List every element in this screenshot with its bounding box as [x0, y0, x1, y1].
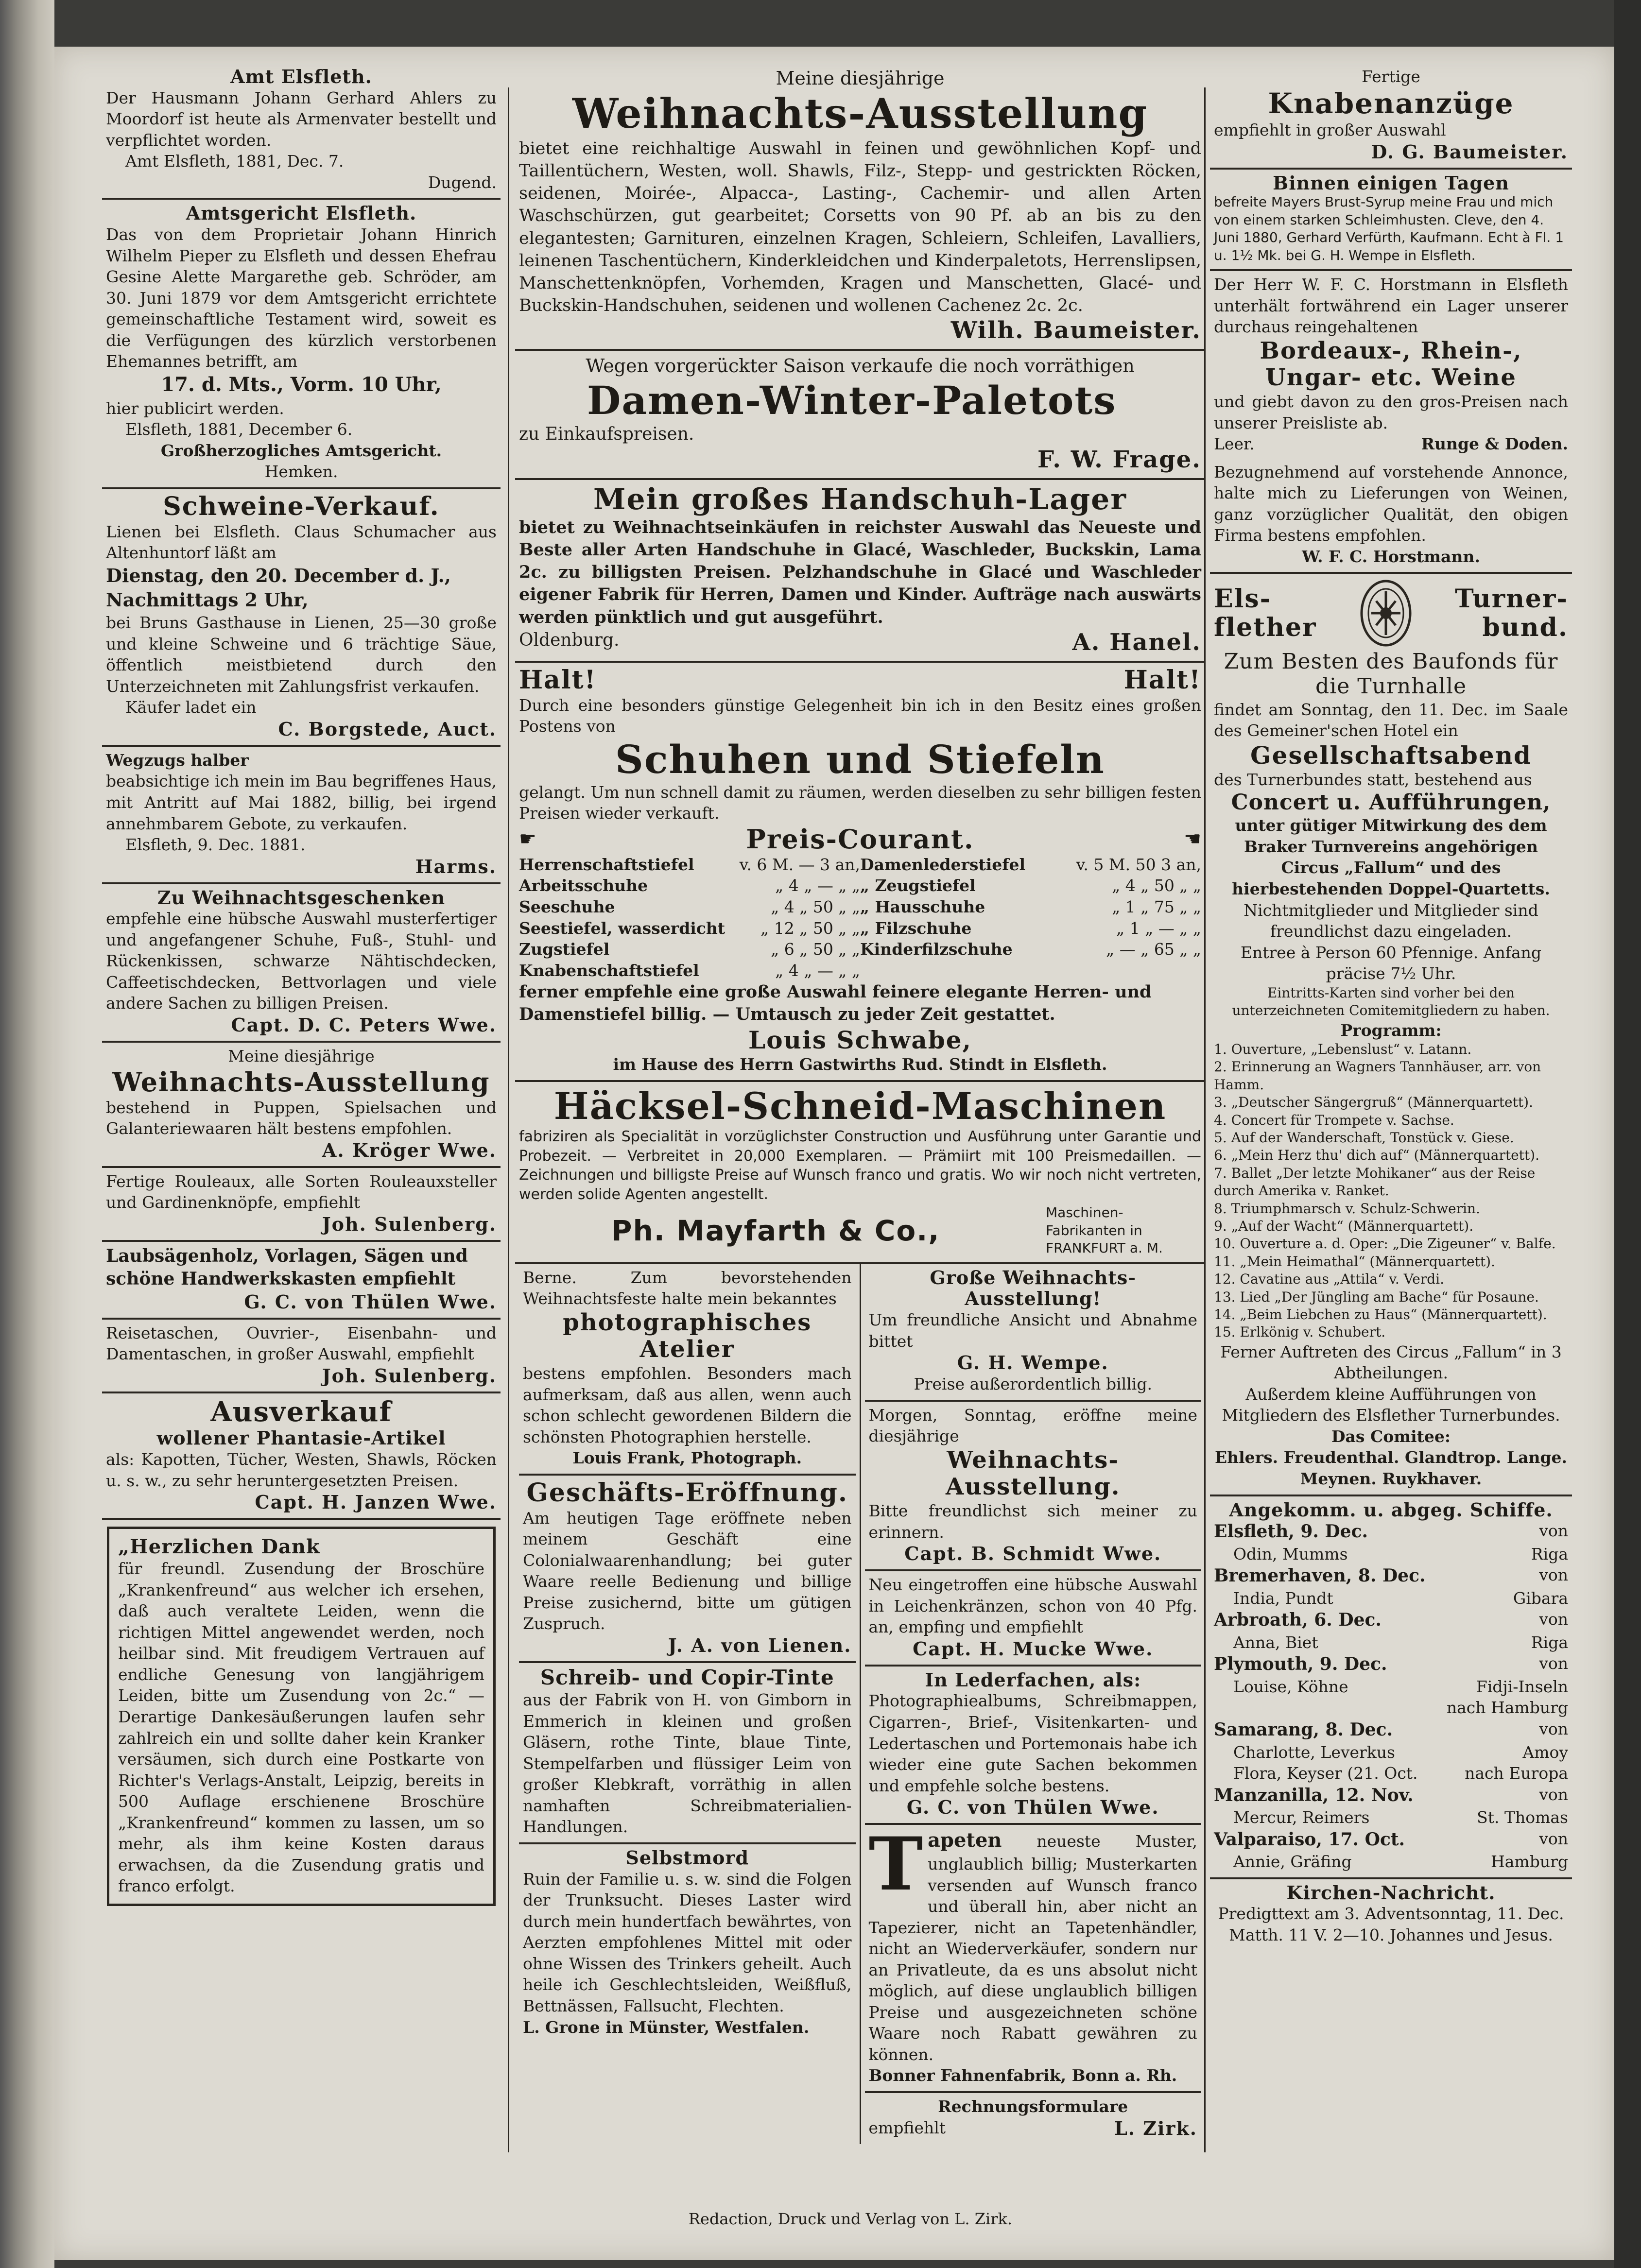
ship-row: [1214, 1632, 1568, 1653]
ship-row: [1214, 1807, 1568, 1828]
ad-date-bold: Dienstag, den 20. December d. J., Nachmittags 2 Uhr,: [106, 564, 451, 611]
ad-text: Ferner Auftreten des Circus „Fallum“ in 3 Abtheilungen.: [1220, 1342, 1562, 1383]
program-heading: Programm:: [1340, 1020, 1442, 1040]
ad-text: Bitte freundlichst sich meiner zu erinnern.: [868, 1501, 1197, 1542]
ad-laubsaegen: [102, 1242, 501, 1320]
ad-heading: Zu Weihnachtsgeschenken: [157, 886, 446, 909]
ship-origin: Amoy: [1522, 1742, 1568, 1762]
ship-direction: von: [1539, 1565, 1568, 1585]
ad-comite: Das Comitee:: [1331, 1426, 1451, 1446]
ship-direction: von: [1539, 1719, 1568, 1738]
ad-text: empfiehlt: [868, 2118, 946, 2137]
ad-date: Elsfleth, 9. Dec. 1881.: [125, 835, 306, 855]
price-list-left: [519, 854, 860, 981]
ad-text: bei Bruns Gasthause in Lienen, 25—30 große und kleine Schweine und 6 trächtige Säue, öffentlich meistbietend durch den Unterzeichneten mit Zahlungsfrist verkaufen.: [106, 613, 497, 696]
ship-row: [1214, 1676, 1568, 1698]
ad-signature: F. W. Frage.: [1037, 446, 1201, 473]
ad-pre: Meine diesjährige: [228, 1047, 375, 1066]
ship-direction: von: [1539, 1829, 1568, 1848]
program-item: 9. „Auf der Wacht“ (Männerquartett).: [1214, 1218, 1474, 1234]
ad-text: bietet eine reichhaltige Auswahl in feinen und gewöhnlichen Kopf- und Taillentüchern, Westen, woll. Shawls, Filz-, Stepp- und gestrickten Röcken, seidenen, Moirée-, Alpacca-, Lasting-, Cachemir- und allen Arten Waschschürzen, gut gearbeitet; Corsetts von 90 Pf. ab an bis zu den elegantesten; Garnituren, einzelnen Kragen, Schleiern, Schleifen, Lavalliers, leinenen Taschentüchern, Kinderkleidchen und Kinderpaletots, Herrenslipsen, Manschettenknöpfen, Vorhemden, Kragen und Manschetten, Glacé- und Buckskin-Handschuhen, seidenen und wollenen Cachenez 2c. 2c.: [519, 138, 1201, 316]
ad-selbstmord: [519, 1844, 856, 2043]
ad-text: und giebt davon zu den gros-Preisen nach unserer Preisliste ab.: [1214, 392, 1568, 432]
ship-direction: von: [1539, 1610, 1568, 1629]
ad-text: hier publicirt werden.: [106, 398, 284, 418]
ad-heading: Weihnachts-Ausstellung: [112, 1066, 490, 1098]
ad-text: Berne. Zum bevorstehenden Weihnachtsfeste halte mein bekanntes: [523, 1268, 852, 1308]
ad-signature: Runge & Doden.: [1421, 434, 1568, 454]
ad-heading: Schreib- und Copir-Tinte: [540, 1665, 834, 1689]
price-item: Seestiefel, wasserdicht: [519, 918, 725, 938]
ship-name: Flora, Keyser (21. Oct.: [1233, 1764, 1418, 1783]
price-item: „ Hausschuhe: [860, 897, 985, 917]
ship-list: [1214, 1520, 1568, 1873]
ad-heading: In Lederfachen, als:: [925, 1668, 1141, 1691]
ad-heading: Concert u. Aufführungen,: [1231, 790, 1551, 815]
ad-heading: Häcksel-Schneid-Maschinen: [553, 1084, 1167, 1128]
program-item: 5. Auf der Wanderschaft, Tonstück v. Giese.: [1214, 1130, 1514, 1146]
ad-text: beabsichtige ich mein im Bau begriffenes Haus, mit Antritt auf Mai 1882, billig, bei irgend annehmbarem Gebote, zu verkaufen.: [106, 772, 497, 833]
program-item: 14. „Beim Liebchen zu Haus“ (Männerquartett).: [1214, 1306, 1547, 1323]
ad-heading: photographisches Atelier: [563, 1308, 812, 1363]
ad-mayfarth: [515, 1082, 1205, 1264]
ad-text: bestens empfohlen. Besonders mach aufmerksam, daß aus allen, wenn auch schon schlecht gewordenen Bildern die schönsten Photographien herstelle.: [523, 1364, 852, 1446]
ad-text: zu Einkaufspreisen.: [519, 424, 694, 445]
ad-text: Entree à Person 60 Pfennige. Anfang präcise 7½ Uhr.: [1240, 943, 1542, 983]
ad-signature: Louis Frank, Photograph.: [572, 1448, 802, 1468]
price-list-right: [860, 854, 1201, 981]
middle-column: [515, 63, 1205, 2162]
ad-text: bestehend in Puppen, Spielsachen und Galanteriewaaren hält bestens empfohlen.: [106, 1098, 497, 1138]
ad-kirchen-nachricht: [1210, 1879, 1572, 1951]
price-row: [519, 896, 860, 918]
ad-text: Lienen bei Elsfleth. Claus Schumacher aus Altenhuntorf läßt am: [106, 522, 497, 563]
price-item: Arbeitsschuhe: [519, 876, 648, 895]
ad-text: findet am Sonntag, den 11. Dec. im Saale des Gemeiner'schen Hotel ein: [1214, 700, 1568, 740]
page-binding-edge: [0, 0, 54, 2268]
ad-signature: G. C. von Thülen Wwe.: [906, 1796, 1159, 1819]
program-item: 13. Lied „Der Jüngling am Bache“ für Posaune.: [1214, 1289, 1539, 1305]
ship-port-row: [1214, 1828, 1568, 1852]
ad-signature: Harms.: [415, 855, 497, 877]
ship-name: Anna, Biet: [1233, 1632, 1318, 1652]
ad-amt-elsfleth: [102, 63, 501, 200]
program-item: 4. Concert für Trompete v. Sachse.: [1214, 1112, 1454, 1128]
program-item: 15. Erlkönig v. Schubert.: [1214, 1324, 1386, 1340]
ad-pre: Meine diesjährige: [776, 68, 945, 89]
two-column-block: [515, 1264, 1205, 2144]
ship-port: Samarang, 8. Dec.: [1214, 1719, 1393, 1740]
ship-name: Annie, Gräfing: [1233, 1852, 1352, 1872]
ad-signature: A. Hanel.: [1072, 628, 1201, 656]
ad-text: Der Herr W. F. C. Horstmann in Elsfleth unterhält fortwährend ein Lager unserer durchaus reingehaltenen: [1214, 275, 1568, 337]
ad-lederfachen: [865, 1667, 1202, 1825]
ad-text: ferner empfehle eine große Auswahl feinere elegante Herren- und Damenstiefel billig. — Umtausch zu jeder Zeit gestattet.: [519, 982, 1152, 1025]
ad-signature: W. F. C. Horstmann.: [1302, 547, 1480, 566]
ad-text: Eintritts-Karten sind vorher bei den unterzeichneten Comitemitgliedern zu haben.: [1232, 984, 1550, 1019]
program-item: 10. Ouverture a. d. Oper: „Die Zigeuner“ v. Balfe.: [1214, 1236, 1556, 1252]
ship-name: Charlotte, Leverkus: [1233, 1742, 1395, 1762]
price-value: v. 5 M. 50 3 an,: [1076, 855, 1201, 874]
ad-kroeger: [102, 1043, 501, 1168]
ad-signature: Dugend.: [428, 172, 497, 192]
ship-port: Arbroath, 6. Dec.: [1214, 1610, 1382, 1631]
ad-frank: [519, 1264, 856, 1476]
column-rule: [508, 87, 509, 2152]
program-item: 7. Ballet „Der letzte Mohikaner“ aus der Reise durch Amerika v. Ranket.: [1214, 1165, 1536, 1199]
ad-firm: Ph. Mayfarth & Co.,: [611, 1214, 940, 1247]
ad-heading: Damen-Winter-Paletots: [587, 378, 1117, 424]
price-item: Kinderfilzschuhe: [860, 940, 1013, 959]
ship-row: [1214, 1742, 1568, 1763]
ad-wempe: [865, 1264, 1202, 1402]
ship-port: Plymouth, 9. Dec.: [1214, 1654, 1387, 1675]
ad-text: Um freundliche Ansicht und Abnahme bittet: [868, 1310, 1197, 1351]
ship-direction: von: [1539, 1521, 1568, 1541]
ad-text: als: Kapotten, Tücher, Westen, Shawls, Röcken u. s. w., zu sehr heruntergesetzten Preisen.: [106, 1450, 497, 1490]
ad-heading: Weihnachts-Ausstellung: [572, 89, 1148, 138]
ship-direction: von: [1539, 1785, 1568, 1804]
price-row: [860, 875, 1201, 896]
ad-wegzugs: [102, 747, 501, 884]
ad-heading-part: Turner-: [1454, 584, 1568, 614]
ad-heading: Gesellschaftsabend: [1250, 740, 1532, 770]
ad-heading: Schuhen und Stiefeln: [615, 736, 1105, 782]
ad-amtsgericht: [102, 200, 501, 489]
ad-geschaefts-eroeffnung: [519, 1476, 856, 1663]
ad-heading: Amt Elsfleth.: [230, 66, 372, 87]
ad-hanel: [515, 480, 1205, 663]
ad-turnerbund: [1210, 574, 1572, 1496]
ad-subheading: wollener Phantasie-Artikel: [156, 1427, 446, 1449]
ad-text: Laubsägenholz, Vorlagen, Sägen und schöne Handwerkskasten empfiehlt: [106, 1245, 468, 1289]
ad-text: Bezugnehmend auf vorstehende Annonce, halte mich zu Lieferungen von Weinen, ganz vorzüglicher Qualität, den obigen Firma bestens empfohlen.: [1214, 462, 1568, 545]
ad-text: aus der Fabrik von H. von Gimborn in Emmerich in kleinen und großen Gläsern, rothe Tinte, blaue Tinte, Stempelfarben und flüssiger Leim von großer Klebkraft, vorräthig in allen namhaften Schreibmaterialien-Handlungen.: [523, 1690, 852, 1837]
ad-text: Durch eine besonders günstige Gelegenheit bin ich in den Besitz eines großen Postens von: [519, 695, 1201, 736]
price-value: „ 1 „ 75 „ „: [1112, 897, 1201, 917]
ad-rouleaux: [102, 1168, 501, 1242]
program-item: 8. Triumphmarsch v. Schulz-Schwerin.: [1214, 1200, 1480, 1217]
ad-baumeister: [515, 63, 1205, 351]
ad-text: Neu eingetroffen eine hübsche Auswahl in Leichenkränzen, schon von 40 Pfg. an, empfing und empfiehlt: [868, 1575, 1197, 1637]
ad-signature: Louis Schwabe,: [748, 1025, 972, 1054]
ad-weine: [1210, 271, 1572, 574]
ad-text: Außerdem kleine Aufführungen von Mitgliedern des Elsflether Turnerbundes.: [1222, 1384, 1560, 1425]
ship-origin: St. Thomas: [1477, 1808, 1568, 1827]
ad-place: Oldenburg.: [519, 630, 620, 650]
price-value: „ 4 „ — „ „: [775, 876, 860, 895]
ad-heading-part: Els-: [1214, 584, 1272, 614]
ship-row: [1214, 1697, 1568, 1718]
imprint: Redaction, Druck und Verlag von L. Zirk.: [688, 2210, 1013, 2228]
ad-halt: Halt!: [519, 665, 597, 695]
pointing-hand-icon: ☚: [1184, 827, 1201, 850]
ad-text: Am heutigen Tage eröffnete neben meinem Geschäft eine Colonialwaarenhandlung; bei guter Waare reelle Bedienung und billige Preise zusichernd, bitte um gütigen Zuspruch.: [523, 1508, 852, 1633]
price-item: Damenlederstiefel: [860, 855, 1025, 874]
ad-heading: Weihnachts-Ausstellung.: [946, 1446, 1121, 1500]
ship-origin: Riga: [1531, 1544, 1568, 1564]
ad-schmidt: [865, 1402, 1202, 1572]
ad-text: unter gütiger Mitwirkung des dem Braker Turnvereins angehörigen Circus „Fallum“ und des hierbestehenden Doppel-Quartetts.: [1232, 816, 1550, 898]
ad-heading: Geschäfts-Eröffnung.: [526, 1478, 848, 1508]
price-item: „ Filzschuhe: [860, 918, 972, 938]
ad-signature: A. Kröger Wwe.: [322, 1139, 497, 1161]
ship-name: Mercur, Reimers: [1233, 1808, 1370, 1827]
price-list-heading: Preis-Courant.: [746, 823, 974, 855]
price-value: „ 6 „ 50 „ „: [771, 940, 860, 959]
ship-port-row: [1214, 1520, 1568, 1544]
ship-row: [1214, 1544, 1568, 1565]
ad-signature: Joh. Sulenberg.: [322, 1213, 497, 1235]
ad-heading: Kirchen-Nachricht.: [1286, 1881, 1496, 1904]
ad-halt: Halt!: [1123, 665, 1201, 695]
ad-pre: Fertige: [1362, 67, 1420, 86]
price-value: „ 4 „ 50 „ „: [771, 897, 860, 917]
ad-signature: Bonner Fahnenfabrik, Bonn a. Rh.: [868, 2066, 1177, 2085]
ad-pre: Wegen vorgerückter Saison verkaufe die noch vorräthigen: [586, 355, 1135, 377]
ad-heading-part: flether: [1214, 613, 1317, 643]
ad-text: Das von dem Proprietair Johann Hinrich Wilhelm Pieper zu Elsfleth und dessen Ehefrau Gesine Alette Margarethe geb. Schröder, am 30. Juni 1879 vor dem Amtsgericht errichtete gemeinschaftliche Testament wird, soweit es die Verfügungen des kürzlich verstorbenen Ehemannes betrifft, am: [106, 225, 497, 371]
ad-heading: „Herzlichen Dank: [118, 1535, 320, 1559]
ad-weihnachtsgeschenken: [102, 884, 501, 1043]
ad-brust-syrup: [1210, 170, 1572, 271]
price-value: „ 1 „ — „ „: [1116, 918, 1201, 938]
ship-row: [1214, 1588, 1568, 1609]
ad-text: des Turnerbundes statt, bestehend aus: [1214, 770, 1532, 790]
ad-schiffe: [1210, 1496, 1572, 1879]
pointing-hand-icon: ☛: [519, 827, 536, 850]
ad-text: Nichtmitglieder und Mitglieder sind freundlichst dazu eingeladen.: [1244, 900, 1538, 941]
ad-subheading: Zum Besten des Baufonds für die Turnhalle: [1224, 649, 1558, 699]
ad-signature: Wilh. Baumeister.: [950, 317, 1201, 344]
ad-heading: apeten: [928, 1829, 1002, 1852]
page-right-background: [1614, 0, 1641, 2268]
ad-signature: Joh. Sulenberg.: [322, 1364, 497, 1387]
ship-origin: Gibara: [1513, 1588, 1568, 1608]
ad-frage: [515, 351, 1205, 480]
ad-schweine-verkauf: [102, 489, 501, 747]
ad-text: Fertige Rouleaux, alle Sorten Rouleauxsteller und Gardinenknöpfe, empfiehlt: [106, 1171, 497, 1212]
ad-signature: Capt. H. Mucke Wwe.: [913, 1637, 1154, 1660]
ship-port: Manzanilla, 12. Nov.: [1214, 1785, 1414, 1805]
ad-signature: L. Zirk.: [1114, 2117, 1197, 2139]
ad-reisetaschen: [102, 1320, 501, 1393]
price-row: [519, 875, 860, 896]
ship-origin: Fidji-Inseln: [1476, 1677, 1568, 1696]
program-item: 2. Erinnerung an Wagners Tannhäuser, arr. von Hamm.: [1214, 1059, 1541, 1093]
ad-place: Leer.: [1214, 434, 1255, 454]
price-row: [860, 918, 1201, 939]
ad-text: Ruin der Familie u. s. w. sind die Folgen der Trunksucht. Dieses Laster wird durch mein hundertfach bewährtes, von Aerzten empfohlenes Mittel mit oder ohne Wissen des Trinkers geheilt. Auch heile ich Geschlechtsleiden, Weißfluß, Bettnässen, Fallsucht, Flechten.: [523, 1869, 852, 2015]
ad-court: Großherzogliches Amtsgericht.: [160, 441, 442, 460]
ad-signature: Hemken.: [264, 462, 338, 481]
ad-heading: Amtsgericht Elsfleth.: [186, 202, 417, 224]
price-value: „ 4 „ — „ „: [775, 961, 860, 980]
ship-name: Louise, Köhne: [1233, 1677, 1348, 1696]
ship-name: Odin, Mumms: [1233, 1544, 1348, 1564]
price-row: [860, 939, 1201, 960]
ad-tapeten: [865, 1821, 1202, 2093]
ad-initial: T: [868, 1821, 923, 1907]
right-column: [1210, 63, 1572, 2162]
price-item: Herrenschaftstiefel: [519, 855, 694, 874]
ad-signature: L. Grone in Münster, Westfalen.: [523, 2017, 810, 2037]
ad-text: Reisetaschen, Ouvrier-, Eisenbahn- und Damentaschen, in großer Auswahl, empfiehlt: [106, 1323, 497, 1364]
price-item: Zugstiefel: [519, 940, 610, 959]
ad-names: Ehlers. Freudenthal. Glandtrop. Lange. Meynen. Ruykhaver.: [1214, 1448, 1568, 1488]
ad-text: für freundl. Zusendung der Broschüre „Krankenfreund“ aus welcher ich ersehen, daß auch veraltete Leiden, wenn die richtigen Mittel angewendet werden, noch heilbar sind. Mit freudigem Vertrauen auf endliche Genesung von langjährigem Leiden, bitte um Zusendung von 2c.“ — Derartige Dankesäußerungen laufen sehr zahlreich ein und sollte daher kein Kranker versäumen, sich durch eine Postkarte von Richter's Verlags-Anstalt, Leipzig, bereits in 500 Auflage erschienene Broschüre „Krankenfreund“ kommen zu lassen, um so mehr, als ihm keine Kosten daraus erwachsen, da die Zusendung gratis und franco erfolgt.: [118, 1559, 484, 1896]
ad-signature: J. A. von Lienen.: [668, 1634, 852, 1656]
ad-text: fabriziren als Specialität in vorzüglichster Construction und Ausführung unter Garantie und Probezeit. — Verbreitet in 20,000 Exemplaren. — Prämiirt mit 100 Preismedaillen. — Zeichnungen und billigste Preise auf Wunsch franco und gratis. Wo wir noch nicht vertreten, werden solide Agenten angestellt.: [519, 1128, 1201, 1203]
ship-direction: von: [1539, 1654, 1568, 1673]
ad-heading: Rechnungsformulare: [938, 2097, 1128, 2116]
ship-port-row: [1214, 1609, 1568, 1632]
ad-ausverkauf: [102, 1393, 501, 1520]
ad-text: bietet zu Weihnachtseinkäufen in reichster Auswahl das Neueste und Beste aller Arten Handschuhe in Glacé, Waschleder, Buckskin, Lama 2c. zu billigsten Preisen. Pelzhandschuhe in Glacé und Waschleder eigener Fabrik für Herren, Damen und Kinder. Aufträge nach auswärts werden pünktlich und gut ausgeführt.: [519, 517, 1201, 627]
ship-origin: nach Europa: [1465, 1764, 1568, 1783]
price-value: „ — „ 65 „ „: [1106, 940, 1201, 959]
left-column: [102, 63, 501, 2162]
ad-pre: Morgen, Sonntag, eröffne meine diesjährige: [868, 1405, 1197, 1446]
ad-text: Predigttext am 3. Adventsonntag, 11. Dec. Matth. 11 V. 2—10. Johannes und Jesus.: [1218, 1904, 1564, 1944]
ad-text: gelangt. Um nun schnell damit zu räumen, werden dieselben zu sehr billigen festen Preisen wieder verkauft.: [519, 782, 1201, 823]
price-value: „ 4 „ 50 „ „: [1112, 876, 1201, 895]
program-item: 6. „Mein Herz thu' dich auf“ (Männerquartett).: [1214, 1147, 1540, 1164]
ad-text: empfehle eine hübsche Auswahl musterfertiger und angefangener Schuhe, Fuß-, Stuhl- und Rückenkissen, schwarze Nähtischdecken, Caffeetischdecken, Bettvorlagen und viele andere Sachen zu billigen Preisen.: [106, 909, 497, 1013]
ad-heading: Ausverkauf: [210, 1395, 392, 1428]
ad-address: im Hause des Herrn Gastwirths Rud. Stindt in Elsfleth.: [613, 1055, 1107, 1074]
ad-heading: Mein großes Handschuh-Lager: [593, 482, 1127, 516]
ad-tinte: [519, 1663, 856, 1844]
program-item: 12. Cavatine aus „Attila“ v. Verdi.: [1214, 1271, 1445, 1288]
ship-port-row: [1214, 1564, 1568, 1588]
price-row: [519, 918, 860, 939]
price-item: „ Zeugstiefel: [860, 876, 976, 895]
price-row: [519, 960, 860, 981]
price-item: Seeschuhe: [519, 897, 615, 917]
ad-text: Käufer ladet ein: [125, 698, 257, 717]
price-value: v. 6 M. — 3 an,: [739, 855, 860, 874]
program-item: 11. „Mein Heimathal“ (Männerquartett).: [1214, 1253, 1495, 1270]
ad-signature: G. C. von Thülen Wwe.: [244, 1290, 497, 1313]
ad-heading: Knabenanzüge: [1268, 86, 1514, 120]
sub-column-right: [861, 1264, 1206, 2144]
ad-date: Elsfleth, 1881, December 6.: [125, 420, 353, 439]
ad-text: empfiehlt in großer Auswahl: [1214, 120, 1446, 140]
ad-heading: Große Weihnachts-Ausstellung!: [930, 1266, 1137, 1310]
ad-mucke: [865, 1571, 1202, 1667]
ship-name: India, Pundt: [1233, 1588, 1333, 1608]
price-row: [860, 854, 1201, 876]
ad-heading-part: bund.: [1482, 613, 1568, 643]
ad-text: Photographiealbums, Schreibmappen, Cigarren-, Brief-, Visitenkarten- und Ledertaschen und Portemonais habe ich wieder eine gute Sachen bekommen und empfehle solche bestens.: [868, 1691, 1197, 1795]
ship-origin: Hamburg: [1490, 1852, 1568, 1872]
ad-signature: C. Borgstede, Auct.: [278, 718, 497, 740]
price-row: [860, 896, 1201, 918]
sub-column-left: [515, 1264, 861, 2144]
ad-date: Amt Elsfleth, 1881, Dec. 7.: [125, 152, 344, 171]
ship-port: Valparaiso, 17. Oct.: [1214, 1829, 1405, 1850]
price-row: [519, 854, 860, 876]
ad-knabenanzuege: [1210, 63, 1572, 170]
ad-text: Preise außerordentlich billig.: [914, 1375, 1152, 1394]
ad-heading: Schweine-Verkauf.: [163, 491, 440, 521]
ad-schwabe: [515, 663, 1205, 1082]
ad-date-bold: 17. d. Mts., Vorm. 10 Uhr,: [161, 373, 442, 396]
ad-rechnungsformulare: [865, 2093, 1202, 2144]
price-value: „ 12 „ 50 „ „: [760, 918, 860, 938]
ship-port: Bremerhaven, 8. Dec.: [1214, 1565, 1426, 1586]
ad-signature: Capt. D. C. Peters Wwe.: [231, 1014, 497, 1036]
ad-signature: Capt. B. Schmidt Wwe.: [904, 1543, 1162, 1565]
price-item: Knabenschaftstiefel: [519, 961, 699, 980]
ad-heading: Wegzugs halber: [106, 750, 249, 770]
ad-signature: Capt. H. Janzen Wwe.: [255, 1491, 497, 1513]
program-list: [1214, 1041, 1568, 1341]
ship-origin: nach Hamburg: [1446, 1698, 1568, 1718]
ship-row: [1214, 1851, 1568, 1873]
program-item: 1. Ouverture, „Lebenslust“ v. Latann.: [1214, 1041, 1472, 1058]
ad-heading: Selbstmord: [625, 1846, 749, 1869]
ad-text: neueste Muster, unglaublich billig; Musterkarten versenden auf Wunsch franco und überall hin, aber nicht an Tapezierer, nicht an Tapetenhändler, nicht an Wiederverkäufer, sondern nur an Privatleute, da es uns absolut nicht möglich, auf diese unglaublich billigen Preise und ausgezeichneten schöne Waare noch Rabatt gewähren zu können.: [868, 1832, 1197, 2064]
ship-port-row: [1214, 1653, 1568, 1676]
ad-heading: Binnen einigen Tagen: [1273, 172, 1509, 194]
ship-port-row: [1214, 1784, 1568, 1807]
ship-port: Elsfleth, 9. Dec.: [1214, 1521, 1368, 1542]
ad-herzlichen-dank: [107, 1527, 496, 1906]
price-row: [519, 939, 860, 960]
ad-signature: G. H. Wempe.: [957, 1352, 1109, 1374]
ship-port-row: [1214, 1718, 1568, 1742]
ad-heading: Bordeaux-, Rhein-, Ungar- etc. Weine: [1260, 337, 1522, 391]
ad-heading: Angekomm. u. abgeg. Schiffe.: [1229, 1498, 1553, 1521]
ad-text: befreite Mayers Brust-Syrup meine Frau und mich von einem starken Schleimhusten. Cleve, den 4. Juni 1880, Gerhard Verfürth, Kaufmann. Echt à Fl. 1 u. 1½ Mk. bei G. H. Wempe in Elsfleth.: [1214, 194, 1564, 263]
ad-firm-location: Maschinen-Fabrikanten in FRANKFURT a. M.: [1046, 1204, 1163, 1256]
ad-text: Der Hausmann Johann Gerhard Ahlers zu Moordorf ist heute als Armenvater bestellt und verpflichtet worden.: [106, 88, 497, 150]
ship-origin: Riga: [1531, 1632, 1568, 1652]
program-item: 3. „Deutscher Sängergruß“ (Männerquartett).: [1214, 1094, 1533, 1111]
ship-row: [1214, 1763, 1568, 1784]
turner-emblem-icon: [1357, 577, 1415, 650]
ad-signature: D. G. Baumeister.: [1371, 140, 1568, 163]
